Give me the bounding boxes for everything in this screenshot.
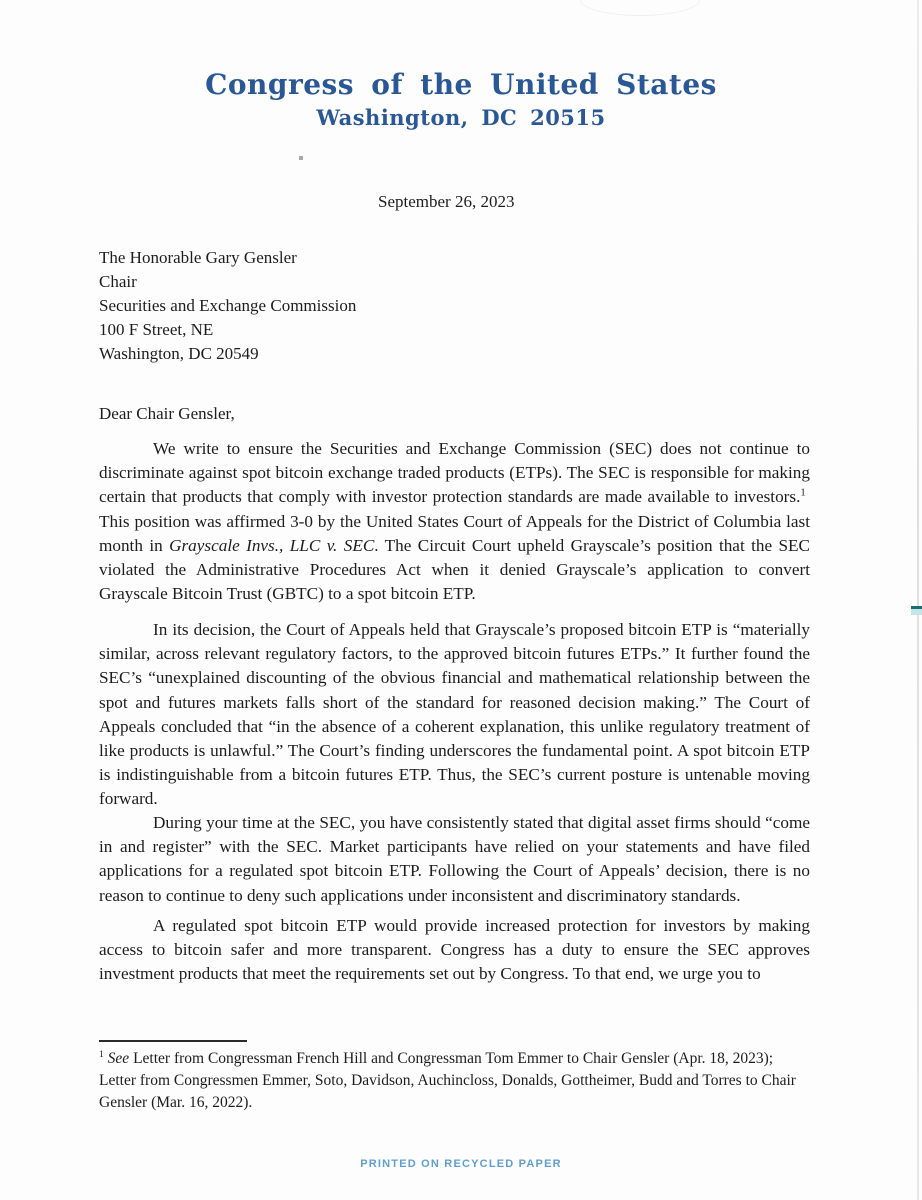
address-line: Chair: [99, 272, 137, 291]
date-line: September 26, 2023: [378, 192, 515, 211]
footnote-marker: 1: [99, 1048, 104, 1060]
body-paragraph-1: [99, 437, 810, 606]
paragraph-text: This position was affirmed 3-0 by the United States Court of Appeals for the District of Columbia last month in: [99, 487, 810, 555]
recipient-address: [99, 246, 356, 366]
footnote-text: Letter from Congressman French Hill and Congressman Tom Emmer to Chair Gensler (Apr. 18, 2023); Letter from Congressmen Emmer, Soto, Davidson, Auchincloss, Donalds, Gottheimer, Budd and Torres to Chair Gensler (Mar. 16, 2022).: [99, 1050, 796, 1111]
body-paragraph-4: A regulated spot bitcoin ETP would provide increased protection for investors by making access to bitcoin safer and more transparent. Congress has a duty to ensure the SEC approves investment products that meet the requirements set out by Congress. To that end, we urge you to: [99, 916, 810, 984]
scan-teal-glow: [911, 609, 922, 615]
recycled-paper-note: PRINTED ON RECYCLED PAPER: [360, 1158, 562, 1170]
scan-teal-mark: [911, 606, 922, 609]
letterhead-title: Congress of the United States: [205, 68, 717, 101]
address-line: The Honorable Gary Gensler: [99, 248, 297, 267]
footnote-reference: 1: [800, 487, 806, 499]
letterhead: [0, 68, 922, 130]
footnote-see: See: [107, 1050, 130, 1067]
letterhead-address: Washington, DC 20515: [316, 105, 606, 130]
case-citation: Grayscale Invs., LLC v. SEC: [169, 535, 375, 555]
paragraph-text: We write to ensure the Securities and Exchange Commission (SEC) does not continue to discriminate against spot bitcoin exchange traded products (ETPs). The SEC is responsible for making certain that products that comply with investor protection standards are made available to investors.: [99, 439, 810, 507]
scan-speck: [299, 156, 303, 160]
address-line: Securities and Exchange Commission: [99, 296, 357, 315]
body-paragraph-3: During your time at the SEC, you have consistently stated that digital asset firms should “come in and register” with the SEC. Market participants have relied on your statements and have filed applications for a regulated spot bitcoin ETP. Following the Court of Appeals’ decision, there is no reason to continue to deny such applications under inconsistent and discriminatory standards.: [99, 813, 810, 905]
footnote-separator: [99, 1040, 247, 1042]
body-paragraph-2: In its decision, the Court of Appeals held that Grayscale’s proposed bitcoin ETP is “materially similar, across relevant regulatory factors, to the approved bitcoin futures ETPs.” It further found the SEC’s “unexplained discounting of the obvious financial and mathematical relationship between the spot and futures markets falls short of the standard for reasoned decision making.” The Court of Appeals concluded that “in the absence of a coherent explanation, this unlike regulatory treatment of like products is unlawful.” The Court’s finding underscores the fundamental point. A spot bitcoin ETP is indistinguishable from a bitcoin futures ETP. Thus, the SEC’s current posture is untenable moving forward.: [99, 620, 810, 809]
paragraph-text: . The Circuit Court upheld Grayscale’s position that the SEC violated the Administrative Procedures Act when it denied Grayscale’s application to convert Grayscale Bitcoin Trust (GBTC) to a spot bitcoin ETP.: [99, 535, 811, 604]
address-line: 100 F Street, NE: [99, 320, 214, 339]
salutation: Dear Chair Gensler,: [99, 404, 235, 423]
scan-edge-line: [917, 0, 919, 1200]
address-line: Washington, DC 20549: [99, 344, 259, 363]
footnote: [99, 1048, 805, 1114]
scan-arc-artifact: [580, 0, 700, 16]
